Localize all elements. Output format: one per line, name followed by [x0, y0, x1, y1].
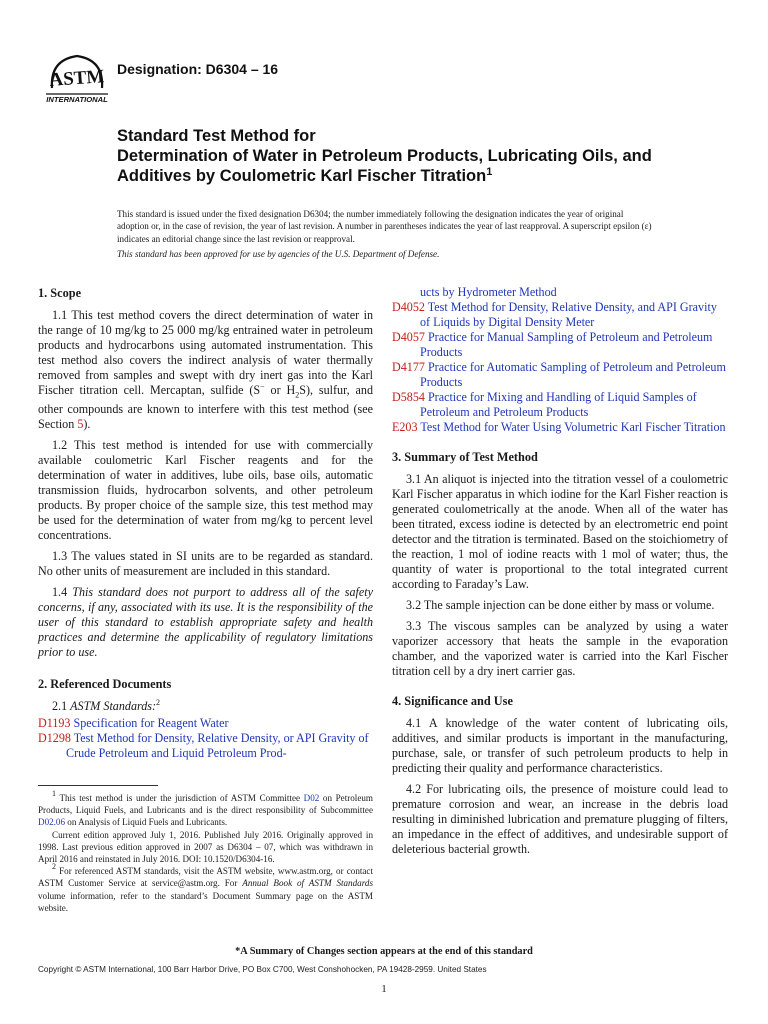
- text: 2.1: [52, 699, 71, 714]
- paragraph-3-3: 3.3 The viscous samples can be analyzed by using a water vaporizer accessory that heats the sample in the evaporation chamber, and the vaporized water is carried into the Karl Fischer titration cell by a dry inert carrier gas.: [392, 619, 728, 678]
- footnote-mark: 2: [52, 862, 56, 872]
- right-column: [392, 285, 728, 863]
- dod-approval-note: This standard has been approved for use by agencies of the U.S. Department of Defense.: [117, 249, 440, 259]
- reference-title[interactable]: Test Method for Density, Relative Density, and API Gravity of Liquids by Digital Density Meter: [420, 300, 717, 329]
- summary-of-changes-note: *A Summary of Changes section appears at the end of this standard: [235, 946, 533, 957]
- section-heading-significance: 4. Significance and Use: [392, 694, 513, 708]
- section-heading-summary: 3. Summary of Test Method: [392, 450, 538, 464]
- paragraph-3-1: 3.1 An aliquot is injected into the titration vessel of a coulometric Karl Fischer apparatus in which iodine for the Karl Fisher reaction is generated coulometrically at the anode. When all of the water has been titrated, excess iodine is detected by an electrometric end point detector and the titration is terminated. Based on the stoichiometry of the reaction, 1 mol of iodine reacts with 1 mol of water; thus, the quantity of water is proportional to the total integrated current according to Faraday’s Law.: [392, 472, 728, 591]
- subcommittee-link[interactable]: D02.06: [38, 817, 66, 828]
- title-line-2: Determination of Water in Petroleum Products, Lubricating Oils, and Additives by Coulometric Karl Fischer Titration: [117, 147, 652, 185]
- reference-item[interactable]: [392, 300, 728, 330]
- logo-text: ASTM: [48, 66, 106, 91]
- reference-code[interactable]: D4057: [392, 330, 425, 344]
- copyright: Copyright © ASTM International, 100 Barr Harbor Drive, PO Box C700, West Conshohocken, PA 19428-2959. United States: [38, 965, 487, 974]
- text: 1.1 This test method covers the direct determination of water in the range of 10 mg/kg to 25 000 mg/kg entrained water in petroleum products and hydrocarbons using automated instrumentation. This test method also covers the indirect analysis of water thermally removed from samples and swept with dry inert gas into the Karl Fischer titration cell. Mercaptan, sulfide (S: [38, 308, 373, 397]
- footnote-divider: [38, 785, 158, 786]
- text: This test method is under the jurisdiction of ASTM Committee: [56, 793, 304, 803]
- text: or H: [264, 383, 296, 397]
- paragraph-4-2: 4.2 For lubricating oils, the presence of moisture could lead to premature corrosion and wear, an increase in the debris load resulting in diminished lubrication and premature plugging of filters, an impedance in the effect of additives, and undesirable support of deleterious bacterial growth.: [392, 782, 728, 856]
- logo-subtext: INTERNATIONAL: [46, 95, 108, 104]
- reference-title[interactable]: Specification for Reagent Water: [73, 716, 229, 731]
- footnote-mark[interactable]: 2: [156, 698, 161, 708]
- paragraph-2-1: [38, 699, 373, 714]
- reference-title[interactable]: Test Method for Water Using Volumetric Karl Fischer Titration: [420, 420, 726, 434]
- text: on Analysis of Liquid Fuels and Lubricants.: [65, 817, 228, 828]
- reference-code[interactable]: D1193: [38, 716, 71, 731]
- text: For referenced ASTM standards, visit the ASTM website, www.astm.org, or contact ASTM Customer Service at service@astm.org. For: [38, 866, 373, 889]
- text: S), sulfur, and other compounds are known to interfere with this test method (see Section: [38, 383, 373, 432]
- paragraph-1-2: 1.2 This test method is intended for use with commercially available coulometric Karl Fischer reagents and for the determination of water in additives, lube oils, base oils, automatic transmission fluids, hydrocarbon solvents, and other petroleum products. By proper choice of the sample size, this test method may be used for the determination of water from mg/kg to percent level concentrations.: [38, 438, 373, 543]
- section-5-link[interactable]: 5: [77, 417, 84, 432]
- footnote-1-edition: Current edition approved July 1, 2016. Published July 2016. Originally approved in 1998. Last previous edition approved in 2007 as D6304 – 07, which was withdrawn in April 2016 and reinstated in July 2016. DOI: 10.1520/D6304-16.: [38, 829, 373, 865]
- reference-title[interactable]: Practice for Manual Sampling of Petroleum and Petroleum Products: [420, 330, 713, 359]
- reference-item[interactable]: [392, 360, 728, 390]
- document-title: [117, 126, 677, 186]
- subscript: 2: [295, 390, 300, 400]
- astm-logo-icon: [44, 52, 110, 106]
- reference-title[interactable]: Practice for Mixing and Handling of Liquid Samples of Petroleum and Petroleum Products: [420, 390, 697, 419]
- reference-title[interactable]: Test Method for Density, Relative Density, or API Gravity of Crude Petroleum and Liquid Petroleum Prod-: [66, 731, 369, 761]
- reference-title[interactable]: Practice for Automatic Sampling of Petroleum and Petroleum Products: [420, 360, 726, 389]
- section-heading-referenced-documents: 2. Referenced Documents: [38, 677, 172, 692]
- designation-notice: This standard is issued under the fixed designation D6304; the number immediately following the designation indicates the year of original adoption or, in the case of revision, the year of last revision. A number in parentheses indicates the year of last reapproval. A superscript epsilon (ε) indicates an editorial change since the last revision or reapproval.: [117, 209, 652, 244]
- text: volume information, refer to the standard’s Document Summary page on the ASTM website.: [38, 890, 373, 913]
- reference-continued[interactable]: [392, 285, 728, 300]
- footnote-mark: 1: [52, 789, 56, 798]
- reference-code[interactable]: D5854: [392, 390, 425, 404]
- paragraph-3-2: 3.2 The sample injection can be done either by mass or volume.: [406, 598, 715, 612]
- astm-logo: [44, 52, 110, 106]
- reference-item[interactable]: [392, 390, 728, 420]
- title-line-1: Standard Test Method for: [117, 127, 316, 145]
- paragraph-1-4: [38, 585, 373, 660]
- section-heading-scope: 1. Scope: [38, 286, 82, 300]
- title-footnote-mark[interactable]: 1: [486, 166, 493, 178]
- reference-item[interactable]: [392, 420, 728, 435]
- text: ).: [83, 417, 91, 432]
- text: on Petroleum Products, Liquid Fuels, and Lubricants and is the direct responsibility of Subcommittee: [38, 793, 373, 816]
- footnote-2: [38, 862, 373, 914]
- superscript: −: [260, 382, 265, 391]
- footnote-1: [38, 789, 373, 829]
- text: Annual Book of ASTM Standards: [242, 878, 373, 889]
- designation: Designation: D6304 – 16: [117, 61, 279, 77]
- safety-caveat: This standard does not purport to address all of the safety concerns, if any, associated with its use. It is the responsibility of the user of this standard to establish appropriate safety and health practices and determine the applicability of regulatory limitations prior to use.: [38, 585, 374, 660]
- reference-item[interactable]: [38, 716, 373, 731]
- left-column: [38, 286, 373, 761]
- reference-item[interactable]: [392, 330, 728, 360]
- text: ASTM Standards:: [70, 699, 157, 714]
- paragraph-1-3: 1.3 The values stated in SI units are to be regarded as standard. No other units of measurement are included in this standard.: [38, 549, 373, 579]
- text: 1.4: [52, 585, 73, 600]
- committee-link[interactable]: D02: [303, 793, 320, 803]
- reference-code[interactable]: E203: [392, 420, 418, 434]
- paragraph-4-1: 4.1 A knowledge of the water content of lubricating oils, additives, and similar products is important in the manufacturing, purchase, sale, or transfer of such petroleum products to help in predicting their quality and performance characteristics.: [392, 716, 728, 775]
- reference-code[interactable]: D4052: [392, 300, 425, 314]
- page-number: 1: [381, 983, 387, 995]
- reference-code[interactable]: D4177: [392, 360, 425, 374]
- paragraph-1-1: [38, 308, 373, 432]
- footnotes: [38, 789, 373, 914]
- reference-title[interactable]: ucts by Hydrometer Method: [420, 285, 557, 299]
- reference-item[interactable]: [38, 731, 373, 761]
- reference-code[interactable]: D1298: [38, 731, 71, 746]
